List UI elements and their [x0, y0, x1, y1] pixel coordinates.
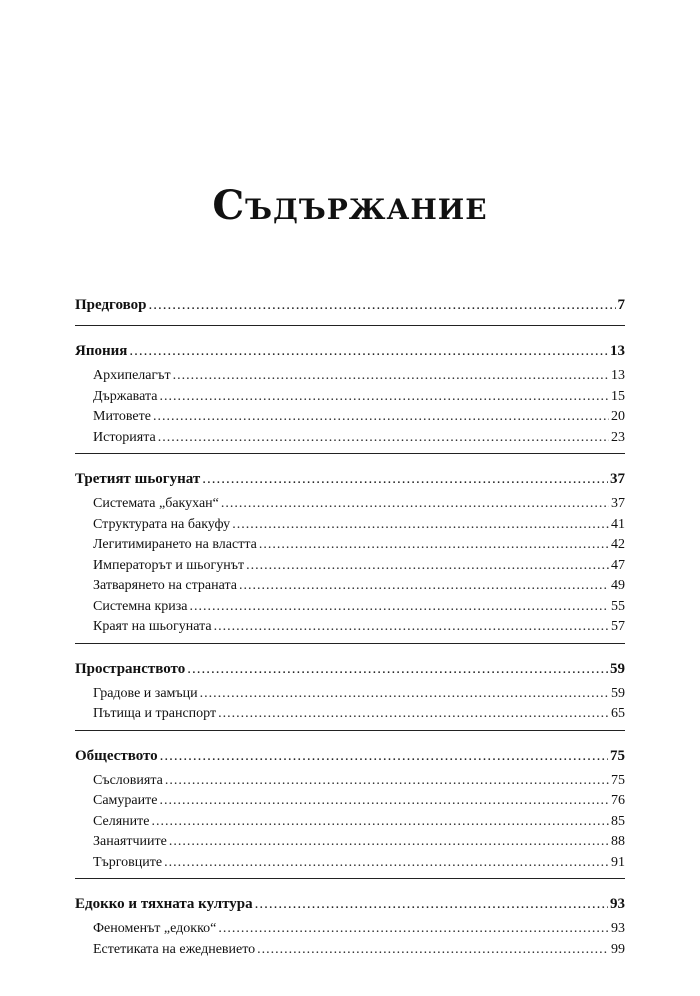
toc-entry-page-number: 85 — [611, 813, 625, 829]
dot-leader — [169, 832, 609, 853]
dot-leader — [218, 919, 609, 940]
toc-entry-label: Естетиката на ежедневието — [93, 941, 256, 957]
toc-entry[interactable] — [75, 407, 625, 428]
toc-section — [75, 340, 625, 454]
toc-entry-page-number: 99 — [611, 941, 625, 957]
toc-chapter-label: Предговор — [75, 297, 147, 313]
toc-chapter-label: Япония — [75, 343, 128, 359]
toc-entry-page-number: 47 — [611, 557, 625, 573]
toc-entry-page-number: 42 — [611, 537, 625, 552]
toc-entry[interactable] — [75, 791, 625, 812]
toc-entry[interactable] — [75, 771, 625, 792]
toc-entry-page-number: 65 — [611, 706, 625, 721]
toc-entry-label: Градове и замъци — [93, 685, 198, 701]
toc-chapter[interactable] — [75, 468, 625, 490]
dot-leader — [257, 940, 609, 961]
toc-entry[interactable] — [75, 556, 625, 577]
toc-entry[interactable] — [75, 428, 625, 449]
dot-leader — [148, 294, 615, 316]
toc-entry-label: Архипелагът — [93, 368, 171, 383]
toc-chapter[interactable] — [75, 294, 625, 316]
dot-leader — [164, 853, 609, 874]
toc-section — [75, 294, 625, 326]
dot-leader — [159, 791, 609, 812]
toc-entry-page-number: 55 — [611, 598, 625, 614]
toc-section — [75, 468, 625, 644]
dot-leader — [202, 468, 608, 490]
toc-entry-page-number: 75 — [611, 772, 625, 788]
toc-entry-page-number: 23 — [611, 429, 625, 445]
dot-leader — [173, 366, 609, 387]
toc-section — [75, 893, 625, 965]
toc-entry-label: Търговците — [93, 854, 163, 870]
toc-chapter[interactable] — [75, 745, 625, 767]
toc-entry-label: Феноменът „едокко“ — [93, 921, 217, 936]
toc-entry[interactable] — [75, 617, 625, 638]
toc-entry-label: Структурата на бакуфу — [93, 516, 231, 532]
toc-entry[interactable] — [75, 832, 625, 853]
toc-entry[interactable] — [75, 515, 625, 536]
toc-entry-page-number: 13 — [611, 368, 625, 383]
toc-entry[interactable] — [75, 366, 625, 387]
toc-entry[interactable] — [75, 535, 625, 556]
dot-leader — [246, 556, 609, 577]
toc-entry-label: Митовете — [93, 409, 151, 424]
toc-entry-page-number: 59 — [611, 685, 625, 701]
dot-leader — [159, 387, 609, 408]
page-title: Съдържание — [212, 182, 488, 229]
dot-leader — [160, 745, 608, 767]
toc-chapter[interactable] — [75, 340, 625, 362]
dot-leader — [158, 428, 609, 449]
toc-entry-page-number: 41 — [611, 516, 625, 532]
toc-entry-page-number: 57 — [611, 619, 625, 634]
toc-entry-label: Легитимирането на властта — [93, 537, 257, 552]
toc-entry-page-number: 88 — [611, 834, 625, 849]
toc-chapter-label: Пространството — [75, 660, 186, 677]
toc-entry[interactable] — [75, 853, 625, 874]
toc-entry[interactable] — [75, 387, 625, 408]
toc-entry-label: Затварянето на страната — [93, 578, 237, 593]
dot-leader — [232, 515, 609, 536]
dot-leader — [214, 617, 609, 638]
toc-entry-label: Историята — [93, 429, 156, 445]
toc-entry-page-number: 49 — [611, 578, 625, 593]
toc-entry[interactable] — [75, 597, 625, 618]
dot-leader — [200, 684, 609, 705]
dot-leader — [189, 597, 609, 618]
toc-chapter[interactable] — [75, 893, 625, 915]
toc-entry[interactable] — [75, 919, 625, 940]
toc-chapter-page-number: 75 — [610, 747, 625, 764]
dot-leader — [187, 658, 608, 680]
toc-chapter-label: Третият шьогунат — [75, 471, 201, 487]
toc-entry[interactable] — [75, 812, 625, 833]
toc-entry[interactable] — [75, 940, 625, 961]
toc-entry-label: Императорът и шьогунът — [93, 557, 245, 573]
toc-entry-page-number: 91 — [611, 854, 625, 870]
toc-entry-label: Съсловията — [93, 772, 163, 788]
dot-leader — [259, 535, 609, 556]
toc-chapter-page-number: 7 — [617, 297, 625, 313]
toc-chapter-label: Обществото — [75, 747, 158, 764]
toc-entry[interactable] — [75, 684, 625, 705]
toc-entry-label: Държавата — [93, 388, 158, 404]
dot-leader — [221, 494, 609, 515]
toc-section — [75, 745, 625, 880]
toc-chapter-page-number: 93 — [610, 896, 625, 912]
dot-leader — [151, 812, 609, 833]
toc-section — [75, 658, 625, 731]
toc-entry[interactable] — [75, 576, 625, 597]
toc-entry-page-number: 37 — [611, 496, 625, 511]
toc-entry-page-number: 20 — [611, 409, 625, 424]
toc-entry-page-number: 76 — [611, 793, 625, 808]
toc-entry-page-number: 15 — [611, 388, 625, 404]
toc-entry-label: Занаятчиите — [93, 834, 167, 849]
toc-entry-label: Системна криза — [93, 598, 188, 614]
toc-entry[interactable] — [75, 704, 625, 725]
toc-entry-label: Краят на шьогуната — [93, 619, 212, 634]
dot-leader — [255, 893, 608, 915]
dot-leader — [218, 704, 609, 725]
toc-chapter-page-number: 37 — [610, 471, 625, 487]
table-of-contents — [75, 294, 625, 979]
toc-chapter-label: Едокко и тяхната култура — [75, 896, 253, 912]
toc-entry-label: Системата „бакухан“ — [93, 496, 219, 511]
toc-chapter-page-number: 59 — [610, 660, 625, 677]
dot-leader — [153, 407, 609, 428]
toc-entry-label: Самураите — [93, 793, 158, 808]
toc-entry-label: Пътища и транспорт — [93, 706, 217, 721]
toc-chapter[interactable] — [75, 658, 625, 680]
toc-entry-label: Селяните — [93, 813, 150, 829]
toc-entry-page-number: 93 — [611, 921, 625, 936]
toc-chapter-page-number: 13 — [610, 343, 625, 359]
dot-leader — [239, 576, 609, 597]
dot-leader — [165, 771, 609, 792]
toc-entry[interactable] — [75, 494, 625, 515]
dot-leader — [129, 340, 608, 362]
